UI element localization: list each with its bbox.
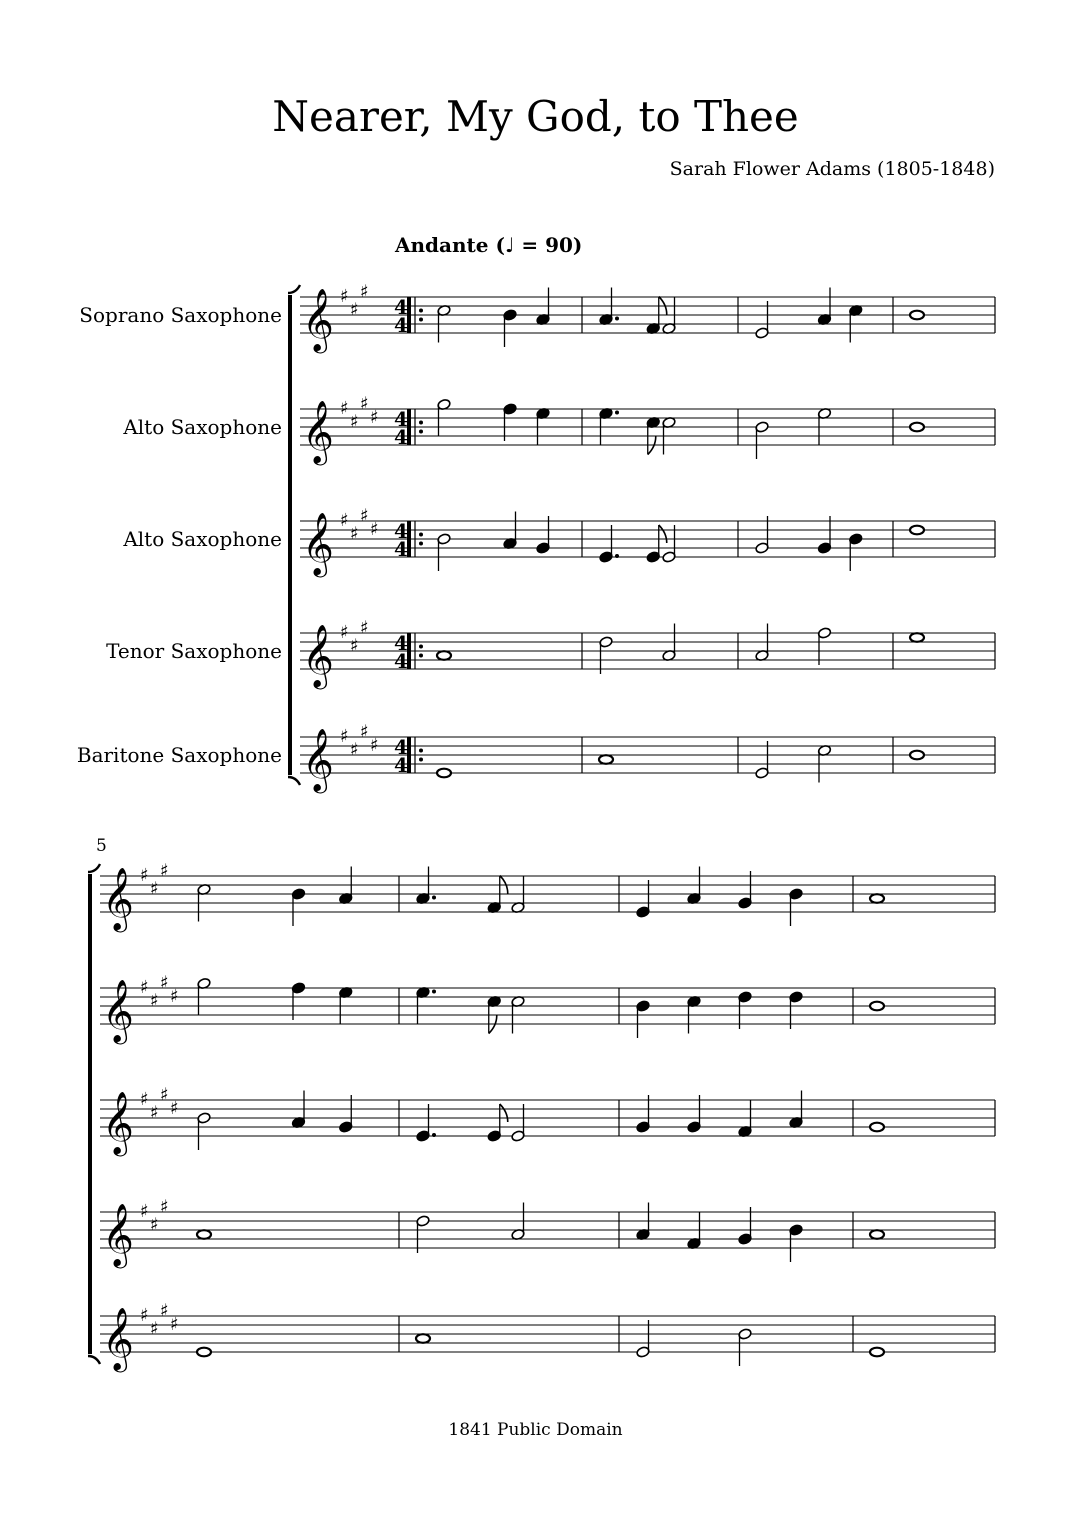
- sharp-icon: ♯: [360, 281, 369, 303]
- treble-clef-icon: 𝄞: [302, 400, 334, 463]
- sharp-icon: ♯: [350, 299, 359, 321]
- sharp-icon: ♯: [340, 510, 349, 531]
- sharp-icon: ♯: [340, 726, 349, 747]
- note-head: [416, 1334, 430, 1343]
- instrument-label-soprano: Soprano Saxophone: [79, 303, 282, 327]
- instrument-label-tenor: Tenor Saxophone: [106, 639, 282, 663]
- repeat-dot: [419, 421, 423, 425]
- note-head: [870, 894, 884, 903]
- sharp-icon: ♯: [150, 878, 159, 900]
- note-flag: [500, 1104, 508, 1122]
- sharp-icon: ♯: [370, 407, 379, 428]
- note-head: [599, 755, 613, 764]
- sharp-icon: ♯: [140, 865, 149, 886]
- note-head: [910, 526, 924, 535]
- time-signature-denominator: 4: [394, 313, 408, 337]
- tempo-marking: Andante (♩ = 90): [395, 233, 583, 257]
- sharp-icon: ♯: [340, 398, 349, 419]
- sharp-icon: ♯: [160, 972, 169, 994]
- repeat-dot: [419, 749, 423, 753]
- repeat-dot: [419, 645, 423, 649]
- sharp-icon: ♯: [150, 1102, 159, 1124]
- sharp-icon: ♯: [160, 860, 169, 882]
- measure-number: 5: [96, 836, 107, 856]
- augmentation-dot: [615, 411, 619, 415]
- treble-clef-icon: 𝄞: [102, 1203, 134, 1266]
- bracket-bottom: [88, 1356, 100, 1364]
- bracket-bottom: [288, 777, 300, 785]
- treble-clef-icon: 𝄞: [302, 288, 334, 351]
- sharp-icon: ♯: [360, 721, 369, 743]
- sharp-icon: ♯: [360, 393, 369, 415]
- sharp-icon: ♯: [170, 1098, 179, 1119]
- sharp-icon: ♯: [350, 523, 359, 545]
- note-head: [870, 1002, 884, 1011]
- sharp-icon: ♯: [340, 622, 349, 643]
- instrument-label-alto-1: Alto Saxophone: [123, 415, 282, 439]
- sharp-icon: ♯: [150, 1214, 159, 1236]
- augmentation-dot: [432, 1133, 436, 1137]
- time-signature-numerator: 4: [394, 407, 408, 431]
- sharp-icon: ♯: [140, 977, 149, 998]
- treble-clef-icon: 𝄞: [302, 728, 334, 791]
- time-signature-denominator: 4: [394, 649, 408, 673]
- treble-clef-icon: 𝄞: [102, 867, 134, 930]
- score-title: Nearer, My God, to Thee: [272, 92, 799, 141]
- time-signature-numerator: 4: [394, 519, 408, 543]
- sharp-icon: ♯: [160, 1084, 169, 1106]
- treble-clef-icon: 𝄞: [302, 512, 334, 575]
- repeat-dot: [419, 318, 423, 322]
- time-signature-denominator: 4: [394, 425, 408, 449]
- repeat-dot: [419, 654, 423, 658]
- note-head: [437, 651, 451, 660]
- time-signature-numerator: 4: [394, 631, 408, 655]
- note-head: [197, 1348, 211, 1357]
- instrument-label-baritone: Baritone Saxophone: [76, 743, 282, 767]
- note-head: [870, 1230, 884, 1239]
- bracket-top: [88, 864, 100, 872]
- sharp-icon: ♯: [350, 635, 359, 657]
- note-head: [870, 1348, 884, 1357]
- sharp-icon: ♯: [370, 519, 379, 540]
- sharp-icon: ♯: [350, 411, 359, 433]
- sharp-icon: ♯: [150, 990, 159, 1012]
- sharp-icon: ♯: [160, 1196, 169, 1218]
- tempo-text: Andante: [395, 233, 489, 257]
- tempo-bpm: = 90: [521, 233, 573, 257]
- quarter-note-icon: ♩: [504, 233, 515, 257]
- sharp-icon: ♯: [340, 286, 349, 307]
- system-1: [288, 282, 995, 795]
- note-head: [910, 751, 924, 760]
- note-head: [437, 769, 451, 778]
- sharp-icon: ♯: [140, 1089, 149, 1110]
- composer-credit: Sarah Flower Adams (1805-1848): [669, 158, 995, 180]
- note-head: [197, 1230, 211, 1239]
- augmentation-dot: [615, 317, 619, 321]
- time-signature-numerator: 4: [394, 295, 408, 319]
- time-signature-numerator: 4: [394, 735, 408, 759]
- treble-clef-icon: 𝄞: [102, 1307, 134, 1370]
- augmentation-dot: [432, 990, 436, 994]
- copyright-footer: 1841 Public Domain: [448, 1420, 623, 1440]
- repeat-dot: [419, 430, 423, 434]
- sharp-icon: ♯: [150, 1318, 159, 1340]
- sharp-icon: ♯: [140, 1305, 149, 1326]
- instrument-label-alto-2: Alto Saxophone: [123, 527, 282, 551]
- note-head: [870, 1123, 884, 1132]
- treble-clef-icon: 𝄞: [102, 979, 134, 1042]
- sharp-icon: ♯: [160, 1300, 169, 1322]
- note-head: [910, 423, 924, 432]
- sharp-icon: ♯: [360, 505, 369, 527]
- system-2: [88, 861, 995, 1374]
- repeat-dot: [419, 533, 423, 537]
- time-signature-denominator: 4: [394, 753, 408, 777]
- treble-clef-icon: 𝄞: [302, 624, 334, 687]
- augmentation-dot: [615, 554, 619, 558]
- sharp-icon: ♯: [170, 986, 179, 1007]
- repeat-dot: [419, 542, 423, 546]
- repeat-dot: [419, 309, 423, 313]
- bracket-top: [288, 285, 300, 293]
- time-signature-denominator: 4: [394, 537, 408, 561]
- sharp-icon: ♯: [350, 739, 359, 761]
- treble-clef-icon: 𝄞: [102, 1091, 134, 1154]
- repeat-dot: [419, 758, 423, 762]
- note-head: [910, 633, 924, 642]
- augmentation-dot: [432, 896, 436, 900]
- sharp-icon: ♯: [370, 735, 379, 756]
- note-head: [910, 311, 924, 320]
- sharp-icon: ♯: [140, 1201, 149, 1222]
- note-flag: [659, 525, 667, 543]
- sharp-icon: ♯: [360, 617, 369, 639]
- sharp-icon: ♯: [170, 1314, 179, 1335]
